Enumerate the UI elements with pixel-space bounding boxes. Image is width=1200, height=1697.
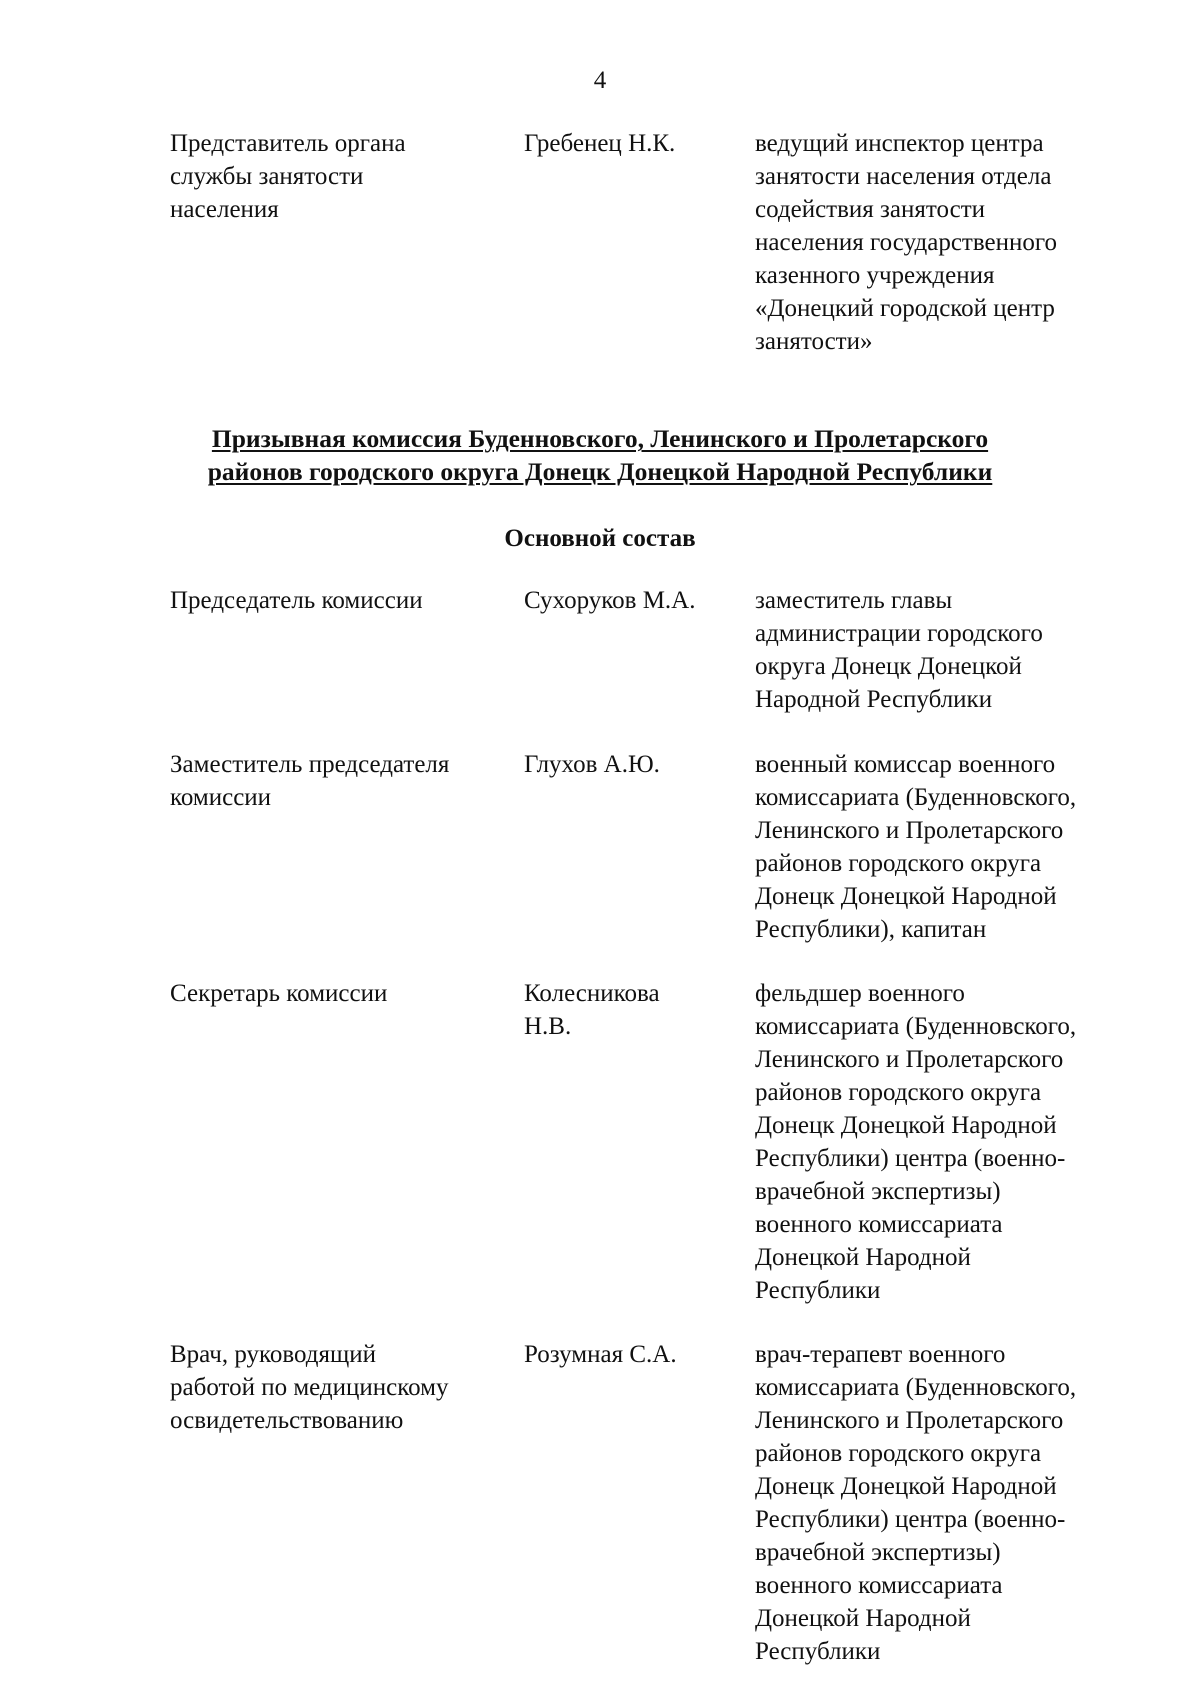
page-number: 4	[593, 67, 607, 94]
member-name: Гребенец Н.К.	[524, 130, 676, 157]
member-role: Врач, руководящий работой по медицинскому освидетельствованию	[170, 1341, 449, 1434]
commission-title	[0, 422, 1200, 488]
member-description: военный комиссар военного комиссариата (Буденновского, Ленинского и Пролетарского районов городского округа Донецк Донецкой Народной Республики), капитан	[755, 751, 1077, 943]
member-role: Заместитель председателя комиссии	[170, 751, 450, 811]
member-description: ведущий инспектор центра занятости населения отдела содействия занятости населения государственного казенного учреждения «Донецкий городской центр занятости»	[755, 130, 1057, 355]
member-description: фельдшер военного комиссариата (Буденновского, Ленинского и Пролетарского районов городского округа Донецк Донецкой Народной Республики) центра (военно- врачебной экспертизы) военного комиссариата Донецкой Народной Республики	[755, 980, 1077, 1304]
commission-title-line1: Призывная комиссия Буденновского, Ленинского и Пролетарского	[211, 424, 989, 453]
member-name: Глухов А.Ю.	[524, 751, 660, 778]
member-role: Председатель комиссии	[170, 587, 423, 614]
member-role: Представитель органа службы занятости населения	[170, 130, 406, 223]
member-name: Сухоруков М.А.	[524, 587, 696, 614]
commission-subtitle: Основной состав	[504, 525, 696, 552]
member-name: Колесникова Н.В.	[524, 980, 660, 1040]
member-role: Секретарь комиссии	[170, 980, 388, 1007]
commission-title-line2: районов городского округа Донецк Донецкой Народной Республики	[207, 457, 993, 486]
member-description: врач-терапевт военного комиссариата (Буденновского, Ленинского и Пролетарского районов городского округа Донецк Донецкой Народной Республики) центра (военно- врачебной экспертизы) военного комиссариата Донецкой Народной Республики	[755, 1341, 1077, 1665]
member-description: заместитель главы администрации городского округа Донецк Донецкой Народной Республики	[755, 587, 1043, 713]
member-name: Розумная С.А.	[524, 1341, 677, 1368]
